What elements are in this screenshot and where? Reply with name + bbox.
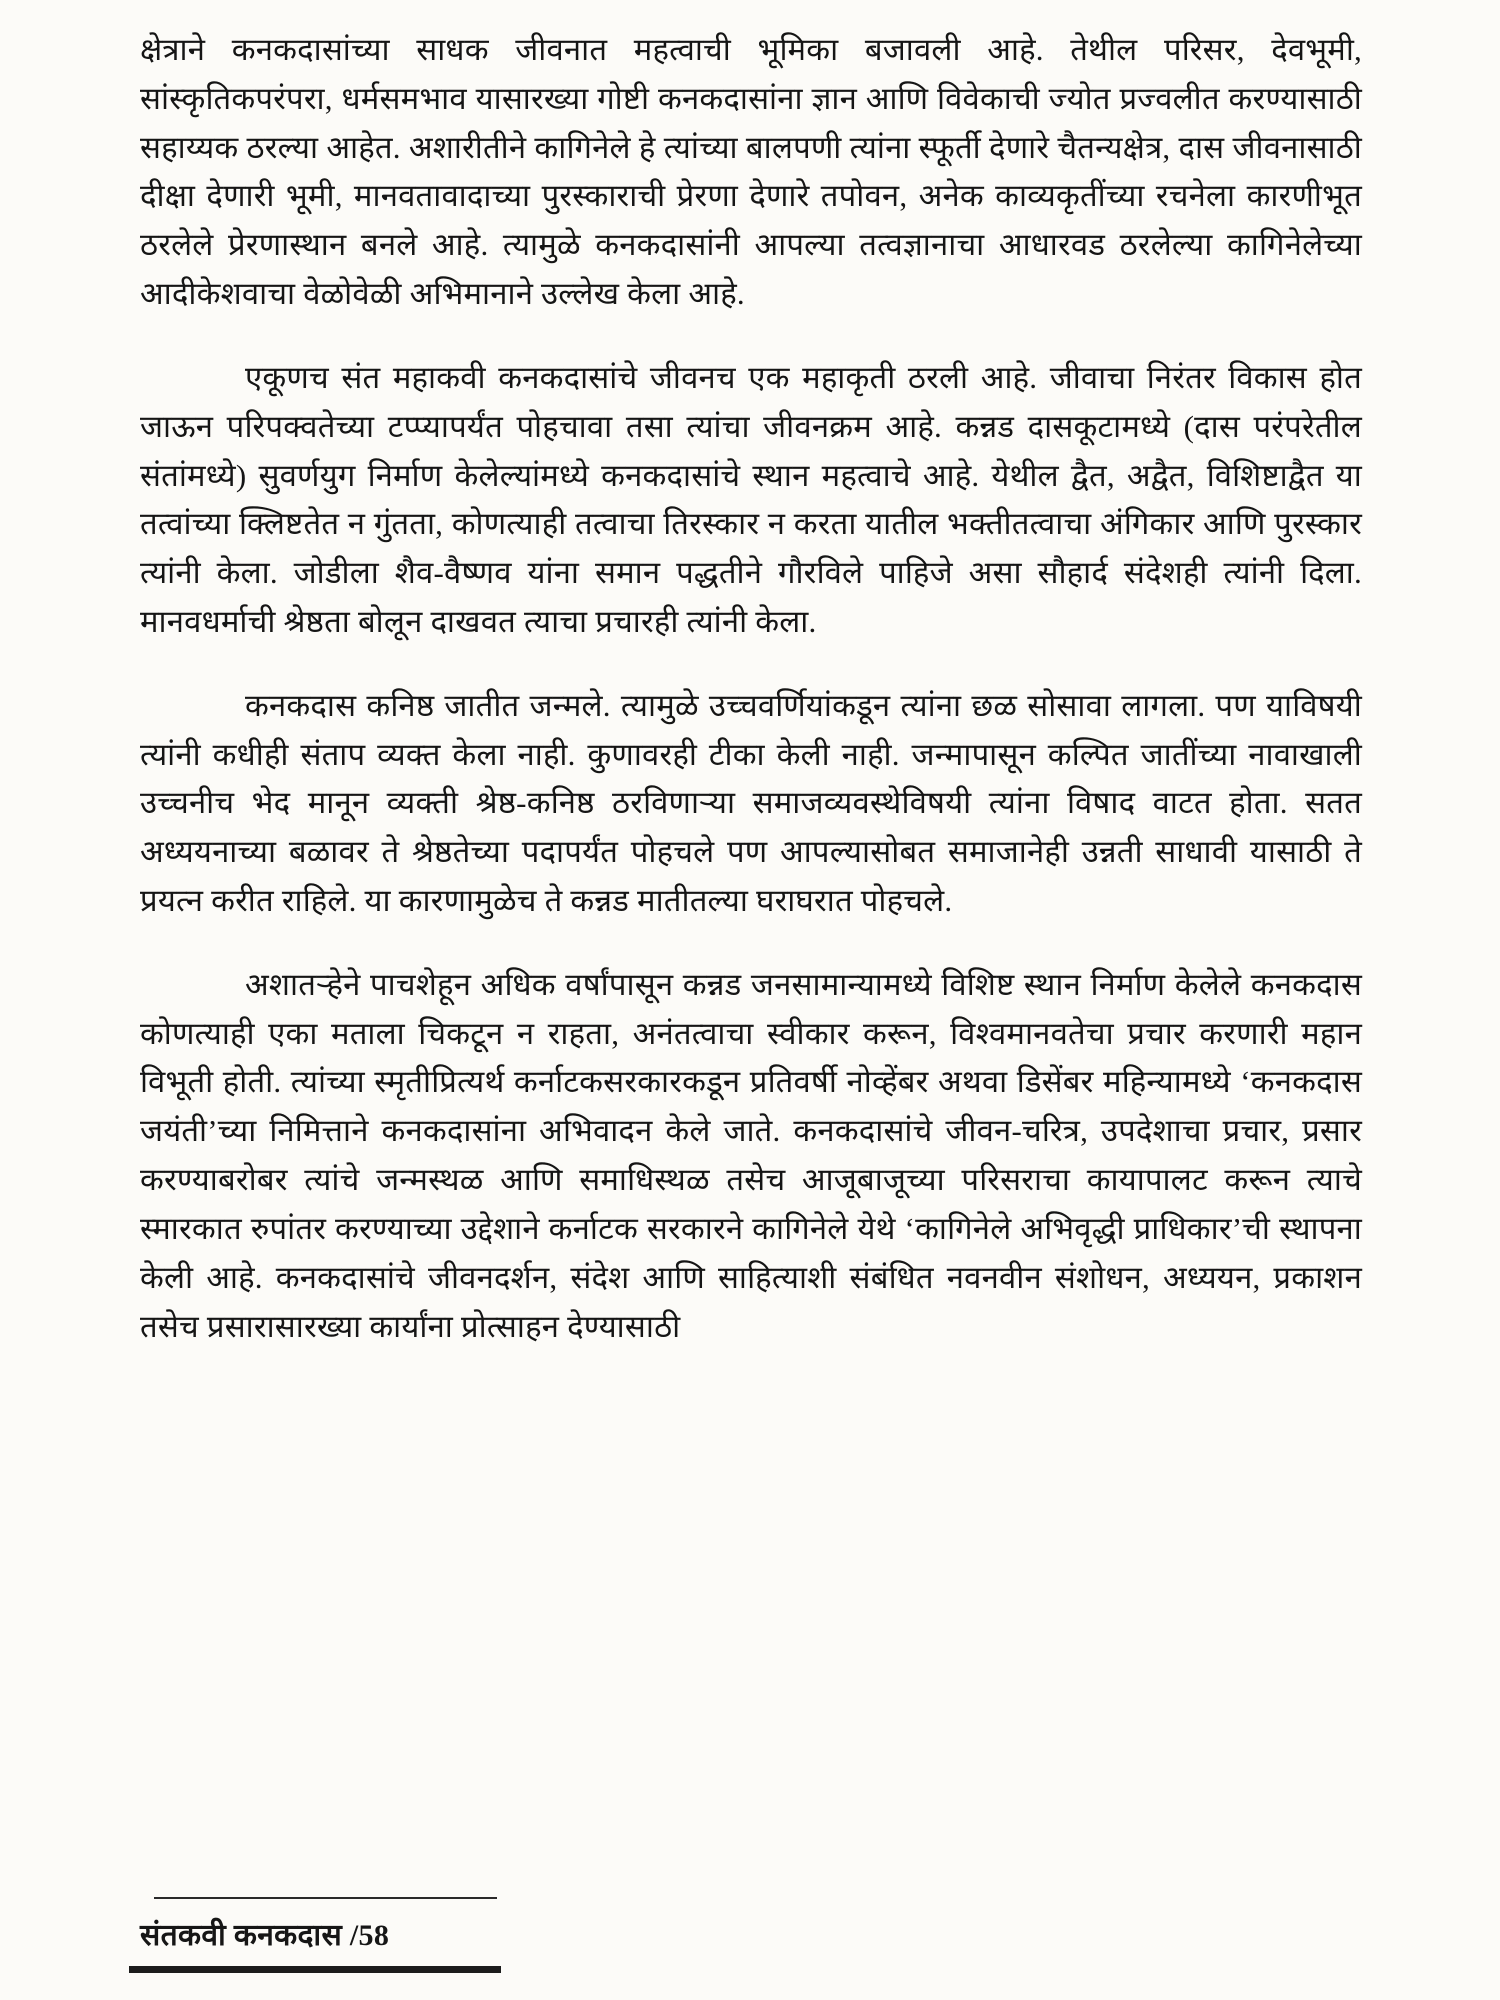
page-body-text [140,26,1362,1386]
paragraph: क्षेत्राने कनकदासांच्या साधक जीवनात महत्वाची भूमिका बजावली आहे. तेथील परिसर, देवभूमी, सांस्कृतिकपरंपरा, धर्मसमभाव यासारख्या गोष्टी कनकदासांना ज्ञान आणि विवेकाची ज्योत प्रज्वलीत करण्यासाठी सहाय्यक ठरल्या आहेत. अशारीतीने कागिनेले हे त्यांच्या बालपणी त्यांना स्फूर्ती देणारे चैतन्यक्षेत्र, दास जीवनासाठी दीक्षा देणारी भूमी, मानवतावादाच्या पुरस्काराची प्रेरणा देणारे तपोवन, अनेक काव्यकृतींच्या रचनेला कारणीभूत ठरलेले प्रेरणास्थान बनले आहे. त्यामुळे कनकदासांनी आपल्या तत्वज्ञानाचा आधारवड ठरलेल्या कागिनेलेच्या आदीकेशवाचा वेळोवेळी अभिमानाने उल्लेख केला आहे. [140,32,1362,312]
paragraph: एकूणच संत महाकवी कनकदासांचे जीवनच एक महाकृती ठरली आहे. जीवाचा निरंतर विकास होत जाऊन परिपक्वतेच्या टप्प्यापर्यंत पोहचावा तसा त्यांचा जीवनक्रम आहे. कन्नड दासकूटामध्ये (दास परंपरेतील संतांमध्ये) सुवर्णयुग निर्माण केलेल्यांमध्ये कनकदासांचे स्थान महत्वाचे आहे. येथील द्वैत, अद्वैत, विशिष्टाद्वैत या तत्वांच्या क्लिष्टतेत न गुंतता, कोणत्याही तत्वाचा तिरस्कार न करता यातील भक्तीतत्वाचा अंगिकार आणि पुरस्कार त्यांनी केला. जोडीला शैव-वैष्णव यांना समान पद्धतीने गौरविले पाहिजे असा सौहार्द संदेशही त्यांनी दिला. मानवधर्माची श्रेष्ठता बोलून दाखवत त्याचा प्रचारही त्यांनी केला. [140,359,1362,639]
paragraph: कनकदास कनिष्ठ जातीत जन्मले. त्यामुळे उच्चवर्णियांकडून त्यांना छळ सोसावा लागला. पण याविषयी त्यांनी कधीही संताप व्यक्त केला नाही. कुणावरही टीका केली नाही. जन्मापासून कल्पित जातींच्या नावाखाली उच्चनीच भेद मानून व्यक्ती श्रेष्ठ-कनिष्ठ ठरविणाऱ्या समाजव्यवस्थेविषयी त्यांना विषाद वाटत होता. सतत अध्ययनाच्या बळावर ते श्रेष्ठतेच्या पदापर्यंत पोहचले पण आपल्यासोबत समाजानेही उन्नती साधावी यासाठी ते प्रयत्न करीत राहिले. या कारणामुळेच ते कन्नड मातीतल्या घराघरात पोहचले. [140,687,1362,918]
footer-book-title-page-number: संतकवी कनकदास /58 [140,1919,390,1952]
footer-bottom-rule [129,1966,501,1973]
paragraph: अशातऱ्हेने पाचशेहून अधिक वर्षांपासून कन्नड जनसामान्यामध्ये विशिष्ट स्थान निर्माण केलेले कनकदास कोणत्याही एका मताला चिकटून न राहता, अनंतत्वाचा स्वीकार करून, विश्वमानवतेचा प्रचार करणारी महान विभूती होती. त्यांच्या स्मृतीप्रित्यर्थ कर्नाटकसरकारकडून प्रतिवर्षी नोव्हेंबर अथवा डिसेंबर महिन्यामध्ये ‘कनकदास जयंती’च्या निमित्ताने कनकदासांना अभिवादन केले जाते. कनकदासांचे जीवन-चरित्र, उपदेशाचा प्रचार, प्रसार करण्याबरोबर त्यांचे जन्मस्थळ आणि समाधिस्थळ तसेच आजूबाजूच्या परिसराचा कायापालट करून त्याचे स्मारकात रुपांतर करण्याच्या उद्देशाने कर्नाटक सरकारने कागिनेले येथे ‘कागिनेले अभिवृद्धी प्राधिकार’ची स्थापना केली आहे. कनकदासांचे जीवनदर्शन, संदेश आणि साहित्याशी संबंधित नवनवीन संशोधन, अध्ययन, प्रकाशन तसेच प्रसारासारख्या कार्यांना प्रोत्साहन देण्यासाठी [140,966,1362,1344]
footer-divider-line [154,1897,497,1899]
